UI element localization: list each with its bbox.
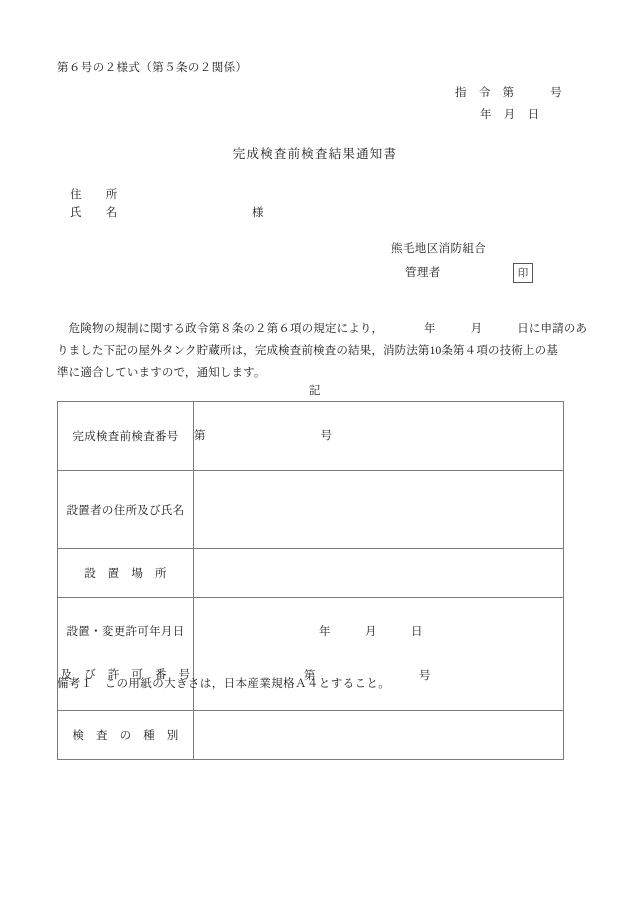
row-label-owner-address-name: 設置者の住所及び氏名 [58, 471, 194, 549]
form-number: 第６号の２様式（第５条の２関係） [57, 62, 248, 74]
body-paragraph [57, 318, 588, 384]
footnote-paper-size: 備考１ この用紙の大きさは，日本産業規格Ａ４とすること。 [57, 678, 391, 690]
permit-label-line-1: 設置・変更許可年月日 [66, 626, 185, 638]
row-label-installation-site: 設 置 場 所 [58, 549, 194, 598]
row-value-inspection-type[interactable] [194, 711, 564, 760]
permit-number-value: 第 号 [304, 670, 431, 682]
row-label-permit-date-number [58, 598, 194, 711]
issuer-organization: 熊毛地区消防組合 [391, 243, 487, 255]
table-row [58, 471, 564, 549]
order-number-line: 指 令 第 号 [455, 87, 563, 99]
row-value-installation-site[interactable] [194, 549, 564, 598]
row-label-inspection-number: 完成検査前検査番号 [58, 402, 194, 471]
table-row [58, 598, 564, 711]
row-value-permit-date-number[interactable] [194, 598, 564, 711]
detail-table [57, 401, 564, 760]
table-row [58, 549, 564, 598]
inspection-number-value: 第 号 [194, 430, 332, 442]
row-value-inspection-number[interactable] [194, 402, 564, 471]
body-line-2: りました下記の屋外タンク貯蔵所は，完成検査前検査の結果，消防法第10条第４項の技術上の基 [57, 345, 558, 357]
seal-stamp-box: 印 [513, 263, 533, 283]
recipient-honorific: 様 [252, 207, 264, 219]
recipient-name-label: 氏 名 [70, 207, 118, 219]
document-title: 完成検査前検査結果通知書 [232, 147, 398, 161]
permit-date-value: 年 月 日 [319, 626, 423, 638]
table-row [58, 402, 564, 471]
body-line-3: 準に適合していますので，通知します。 [57, 367, 266, 379]
permit-label-line-2: 及 び 許 可 番 号 [60, 669, 191, 681]
row-label-inspection-type: 検 査 の 種 別 [58, 711, 194, 760]
body-line-1: 危険物の規制に関する政令第８条の２第６項の規定により， 年 月 日に申請のあ [57, 323, 588, 335]
row-value-owner-address-name[interactable] [194, 471, 564, 549]
ki-marker: 記 [309, 385, 321, 397]
issuer-role: 管理者 [405, 267, 441, 279]
table-row [58, 711, 564, 760]
recipient-address-label: 住 所 [70, 189, 118, 201]
issue-date-line: 年 月 日 [480, 109, 540, 121]
